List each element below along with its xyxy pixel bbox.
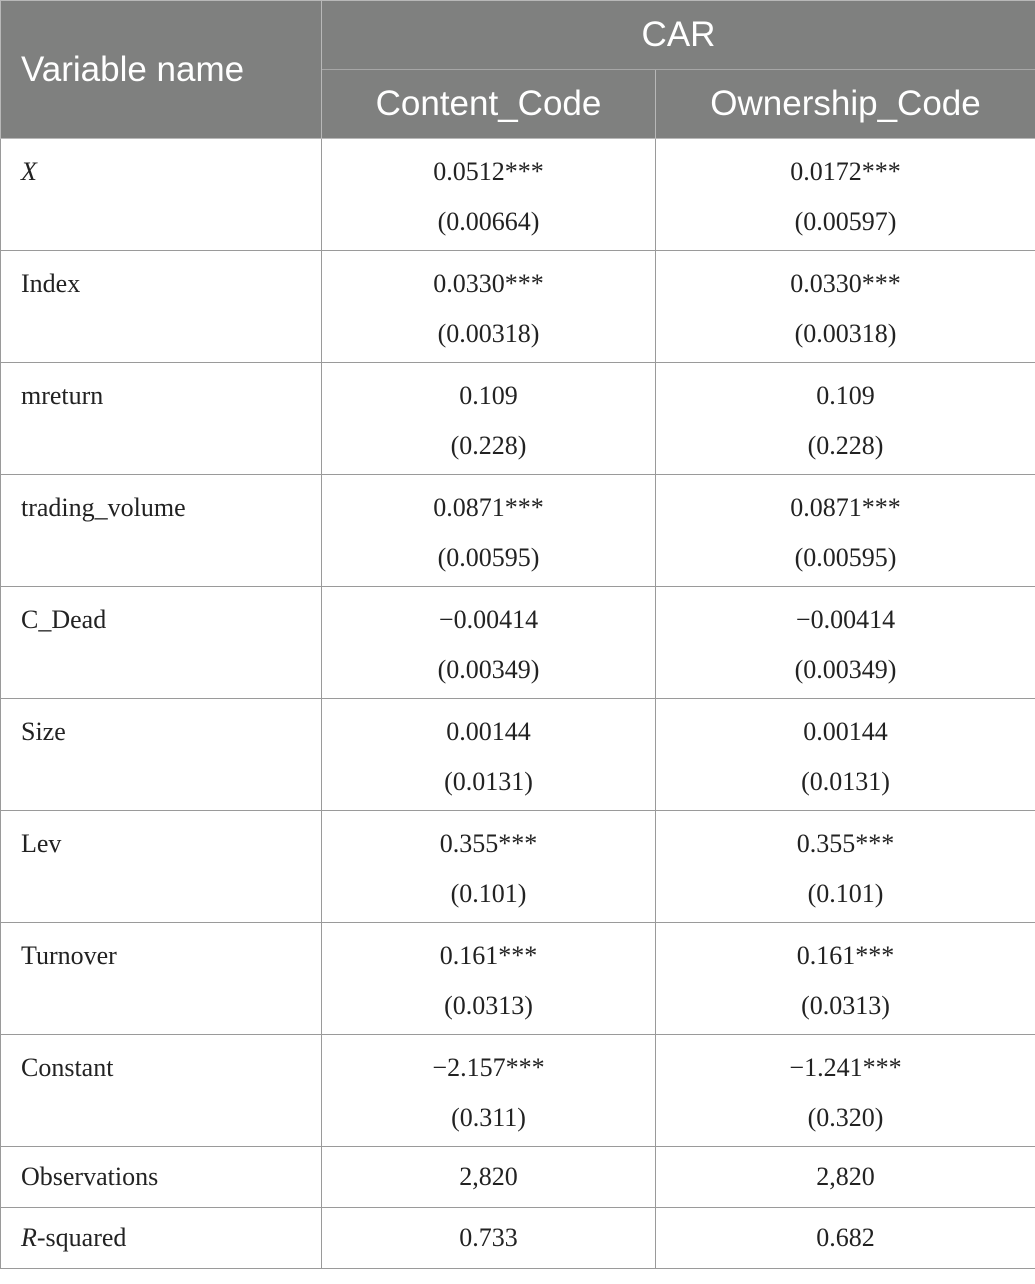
row-label: Turnover <box>21 941 117 970</box>
coef-ownership: 0.00144 <box>803 717 888 746</box>
coef-ownership: 0.109 <box>816 381 875 410</box>
rsquared-label: R-squared <box>1 1208 322 1269</box>
observations-row <box>1 1147 1035 1208</box>
coef-content: −0.00414 <box>438 605 539 634</box>
coef-ownership: 0.0330*** <box>790 269 901 298</box>
coef-content: 0.0330*** <box>433 269 544 298</box>
header-ownership-code: Ownership_Code <box>656 70 1035 139</box>
row-label: Index <box>21 269 81 298</box>
row-label: Constant <box>21 1053 114 1082</box>
table-row <box>1 475 1035 587</box>
se-content: (0.00349) <box>437 655 540 684</box>
coef-ownership: 0.355*** <box>796 829 895 858</box>
coef-content: 0.0512*** <box>433 157 544 186</box>
row-label: C_Dead <box>21 605 107 634</box>
coef-ownership: −1.241*** <box>789 1053 902 1082</box>
coef-content: 0.355*** <box>439 829 538 858</box>
table-row <box>1 1035 1035 1147</box>
se-ownership: (0.320) <box>807 1103 884 1132</box>
se-ownership: (0.00318) <box>794 319 897 348</box>
coef-ownership: 0.161*** <box>796 941 895 970</box>
row-label: Size <box>21 717 66 746</box>
coef-content: 0.109 <box>459 381 518 410</box>
se-content: (0.228) <box>450 431 527 460</box>
coef-content: 0.161*** <box>439 941 538 970</box>
table-row <box>1 811 1035 923</box>
se-content: (0.311) <box>451 1103 526 1132</box>
se-ownership: (0.00349) <box>794 655 897 684</box>
row-label: mreturn <box>21 381 104 410</box>
table-row <box>1 587 1035 699</box>
observations-ownership: 2,820 <box>656 1147 1035 1208</box>
se-content: (0.101) <box>450 879 527 908</box>
se-ownership: (0.00597) <box>794 207 897 236</box>
se-ownership: (0.00595) <box>794 543 897 572</box>
table-row <box>1 139 1035 251</box>
se-content: (0.0313) <box>444 991 533 1020</box>
row-label: X <box>21 157 37 186</box>
rsquared-ownership: 0.682 <box>656 1208 1035 1269</box>
rsquared-row <box>1 1208 1035 1269</box>
se-ownership: (0.228) <box>807 431 884 460</box>
se-content: (0.00595) <box>437 543 540 572</box>
header-group-car: CAR <box>322 1 1035 70</box>
table-row <box>1 251 1035 363</box>
se-content: (0.0131) <box>444 767 533 796</box>
table-row <box>1 923 1035 1035</box>
se-content: (0.00318) <box>437 319 540 348</box>
coef-ownership: 0.0172*** <box>790 157 901 186</box>
row-label: Lev <box>21 829 62 858</box>
se-ownership: (0.101) <box>807 879 884 908</box>
coef-ownership: 0.0871*** <box>790 493 901 522</box>
table-row <box>1 363 1035 475</box>
row-label: trading_volume <box>21 493 186 522</box>
rsquared-content: 0.733 <box>322 1208 656 1269</box>
coef-content: 0.00144 <box>446 717 531 746</box>
observations-label: Observations <box>1 1147 322 1208</box>
table-header <box>1 1 1035 139</box>
observations-content: 2,820 <box>322 1147 656 1208</box>
coef-ownership: −0.00414 <box>795 605 896 634</box>
table-body <box>1 139 1035 1269</box>
table-row <box>1 699 1035 811</box>
coef-content: −2.157*** <box>432 1053 545 1082</box>
coef-content: 0.0871*** <box>433 493 544 522</box>
se-ownership: (0.0313) <box>801 991 890 1020</box>
se-ownership: (0.0131) <box>801 767 890 796</box>
header-content-code: Content_Code <box>322 70 656 139</box>
se-content: (0.00664) <box>437 207 540 236</box>
header-variable-name: Variable name <box>1 1 322 139</box>
